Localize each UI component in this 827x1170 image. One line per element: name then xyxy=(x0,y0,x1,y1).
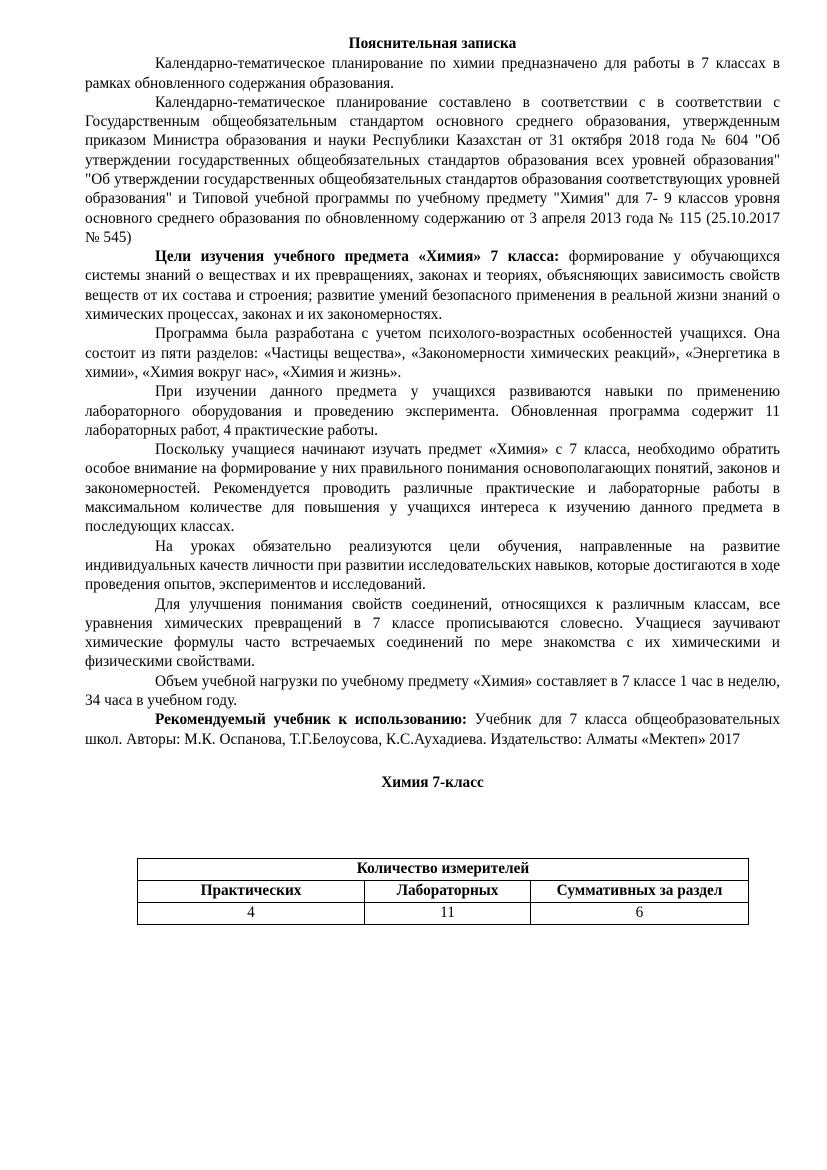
paragraph-text: Объем учебной нагрузки по учебному предмету «Химия» составляет в 7 классе 1 час в неделю, 34 часа в учебном году. xyxy=(85,672,780,709)
document-body xyxy=(85,34,780,792)
paragraph-program-sections xyxy=(85,324,780,382)
table-caption-row xyxy=(138,859,749,881)
table-header-practical: Практических xyxy=(138,881,365,903)
paragraph-goals xyxy=(85,247,780,324)
paragraph-text: Календарно-тематическое планирование составлено в соответствии с в соответствии с Государственным общеобязательным стандартом основного среднего образования, утвержденным приказом Министра образования и науки Республики Казахстан от 31 октября 2018 года № 604 "Об утверждении государственных общеобязательных стандартов образования всех уровней образования" "Об утверждении государственных общеобязательных стандартов образования соответствующих уровней образования" и Типовой учебной программы по учебному предмету "Химия" для 7- 9 классов уровня основного среднего образования по обновленному содержанию от 3 апреля 2013 года № 115 (25.10.2017 № 545) xyxy=(85,93,780,246)
table-cell-summative-count: 6 xyxy=(531,903,749,925)
page-title: Пояснительная записка xyxy=(348,35,517,52)
paragraph-workload xyxy=(85,672,780,711)
table-row xyxy=(138,903,749,925)
paragraph-lead-goals: Цели изучения учебного предмета «Химия» 7 класса: xyxy=(155,248,560,266)
paragraph-text: На уроках обязательно реализуются цели обучения, направленные на развитие индивидуальных качеств личности при развитии исследовательских навыков, которые достигаются в ходе проведения опытов, экспериментов и исследований. xyxy=(85,537,780,594)
paragraph-text: Поскольку учащиеся начинают изучать предмет «Химия» с 7 класса, необходимо обратить особое внимание на формирование у них правильного понимания основополагающих понятий, законов и закономерностей. Рекомендуется проводить различные практические и лабораторные работы в максимальном количестве для повышения у учащихся интереса к изучению данного предмета в последующих классах. xyxy=(85,441,780,536)
measures-table-container xyxy=(137,858,748,925)
paragraph-text: При изучении данного предмета у учащихся развиваются навыки по применению лабораторного оборудования и проведению эксперимента. Обновленная программа содержит 11 лабораторных работ, 4 практические работы. xyxy=(85,383,780,439)
table-cell-practical-count: 4 xyxy=(138,903,365,925)
paragraph-planning-intro xyxy=(85,54,780,93)
paragraph-lead-textbook: Рекомендуемый учебник к использованию: xyxy=(155,711,468,729)
paragraph-textbook xyxy=(85,710,780,749)
paragraph-attention xyxy=(85,440,780,536)
section-spacer xyxy=(85,749,780,773)
paragraph-text: Программа была разработана с учетом психолого-возрастных особенностей учащихся. Она состоит из пяти разделов: «Частицы вещества», «Закономерности химических реакций», «Энергетика в химии», «Химия вокруг нас», «Химия и жизнь». xyxy=(85,325,780,381)
paragraph-equations xyxy=(85,595,780,672)
paragraph-text: Учебник для 7 класса общеобразовательных школ. Авторы: М.К. Оспанова, Т.Г.Белоусова, К.С.Аухадиева. Издательство: Алматы «Мектеп» 2017 xyxy=(85,711,780,748)
table-caption-cell: Количество измерителей xyxy=(138,859,749,881)
paragraph-lab-skills xyxy=(85,382,780,440)
paragraph-text: Для улучшения понимания свойств соединений, относящихся к различным классам, все уравнения химических превращений в 7 классе прописываются словесно. Учащиеся заучивают химические формулы часто встречаемых соединений по мере знакомства с их химическими и физическими свойствами. xyxy=(85,595,780,671)
table-header-laboratory: Лабораторных xyxy=(365,881,531,903)
table-header-row xyxy=(138,881,749,903)
table-cell-laboratory-count: 11 xyxy=(365,903,531,925)
paragraph-text: Календарно-тематическое планирование по химии предназначено для работы в 7 классах в рамках обновленного содержания образования. xyxy=(85,55,780,92)
paragraph-text: формирование у обучающихся системы знаний о веществах и их превращениях, законах и теориях, объясняющих зависимость свойств веществ от их состава и строения; развитие умений безопасного применения в реальной жизни знаний о химических процессах, законах и их закономерностях. xyxy=(85,248,780,324)
paragraph-lesson-goals xyxy=(85,537,780,595)
paragraph-standards xyxy=(85,93,780,247)
table-header-summative: Суммативных за раздел xyxy=(531,881,749,903)
measures-table xyxy=(137,858,749,925)
subject-heading: Химия 7-класс xyxy=(381,773,484,791)
